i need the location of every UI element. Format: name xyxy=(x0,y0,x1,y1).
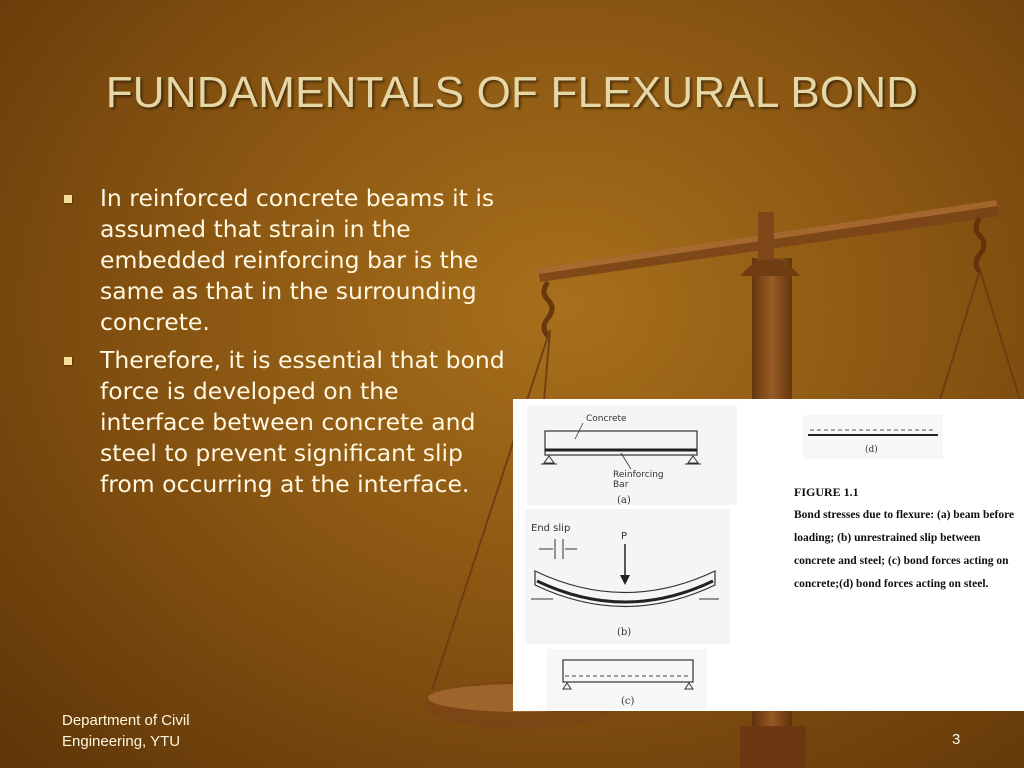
label-c: (c) xyxy=(621,696,635,707)
page-number: 3 xyxy=(952,731,961,748)
figure-caption-body: Bond stresses due to flexure: (a) beam before loading; (b) unrestrained slip between concrete and steel; (c) bond forces acting on concrete;(d) bond forces acting on steel. xyxy=(794,509,1015,590)
figure-caption xyxy=(794,481,1019,596)
label-d: (d) xyxy=(865,445,878,455)
concrete-label: Concrete xyxy=(586,414,627,424)
slide-title: FUNDAMENTALS OF FLEXURAL BOND xyxy=(105,68,919,117)
bullet-list xyxy=(60,183,505,507)
load-p-label: P xyxy=(621,531,628,542)
label-b: (b) xyxy=(617,627,632,638)
footer-line-1: Department of Civil xyxy=(62,712,190,729)
square-bullet-icon xyxy=(64,195,72,203)
end-slip-label: End slip xyxy=(531,523,571,534)
bullet-text: Therefore, it is essential that bond force is developed on the interface between concrete and steel to prevent significant slip from occurring at the interface. xyxy=(100,346,505,498)
footer-line-2: Engineering, YTU xyxy=(62,733,181,750)
flexural-bond-figure xyxy=(513,399,1024,711)
reinforcing-label: Reinforcing xyxy=(613,470,664,480)
bullet-item xyxy=(60,345,505,500)
square-bullet-icon xyxy=(64,357,72,365)
figure-caption-title: FIGURE 1.1 xyxy=(794,485,859,499)
bullet-item xyxy=(60,183,505,338)
footer-department xyxy=(62,710,190,752)
bar-label: Bar xyxy=(613,480,629,490)
label-a: (a) xyxy=(617,495,631,506)
bullet-text: In reinforced concrete beams it is assumed that strain in the embedded reinforcing bar is the same as that in the surrounding concrete. xyxy=(100,184,495,336)
